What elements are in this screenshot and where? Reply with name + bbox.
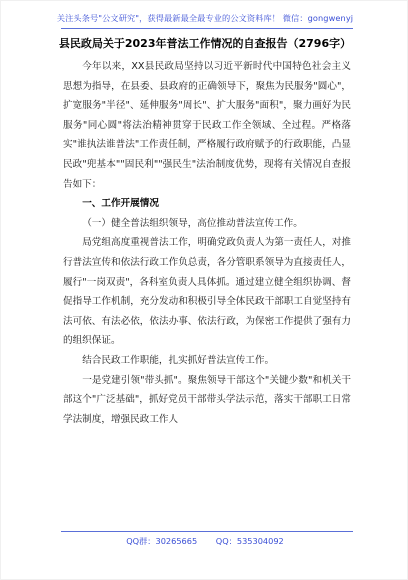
header-divider [61,28,353,29]
sub1-paragraph: 局党组高度重视普法工作，明确党政负责人为第一责任人，对推行普法宣传和依法行政工作负总责，各分管职系领导为直接责任人，履行"一岗双责"，各科室负责人具体抓。通过建立健全组织协调、督促指导工作机制，充分发动和积极引导全体民政干部职工自觉坚持有法可依、有法必依，依法办事、依法行政，为保密工作提供了强有力的组织保证。 [63,237,351,347]
section-heading-1: 一、工作开展情况 [82,198,159,210]
intro-paragraph: 今年以来，XX县民政局坚持以习近平新时代中国特色社会主义思想为指导，在县委、县政府的正确领导下，聚焦为民服务"圆心"，扩宽服务"半径"、延伸服务"周长"、扩大服务"面积"，聚力画好为民服务"同心圆"将法治精神贯穿于民政工作全领域、全过程。严格落实"谁执法谁普法"工作责任制，严格履行政府赋予的行政职能，凸显民政"兜基本""固民利""强民生"法治制度优势，现将有关情况自查报告如下： [63,61,351,190]
document-title: 县民政局关于2023年普法工作情况的自查报告（2796字） [58,37,352,50]
footer-divider [61,531,353,532]
sub2-paragraph: 一是党建引领"带头抓"。聚焦领导干部这个"关键少数"和机关干部这个"广泛基础"，抓好党员干部带头学法示范，落实干部职工日常学法制度，增强民政工作人 [63,374,351,425]
footer-qq: QQ：535304092 [215,536,284,546]
document-body [63,57,351,429]
footer-banner [1,536,408,547]
sub-heading-2: 结合民政工作职能，扎实抓好普法宣传工作。 [82,354,275,366]
footer-qq-group: QQ群：30265665 [126,536,198,546]
sub-heading-1: （一）健全普法组织领导，高位推动普法宣传工作。 [82,217,303,229]
header-banner: 关注头条号"公文研究"，获得最新最全最专业的公文资料库！ 微信：gongwenyj [56,13,354,23]
